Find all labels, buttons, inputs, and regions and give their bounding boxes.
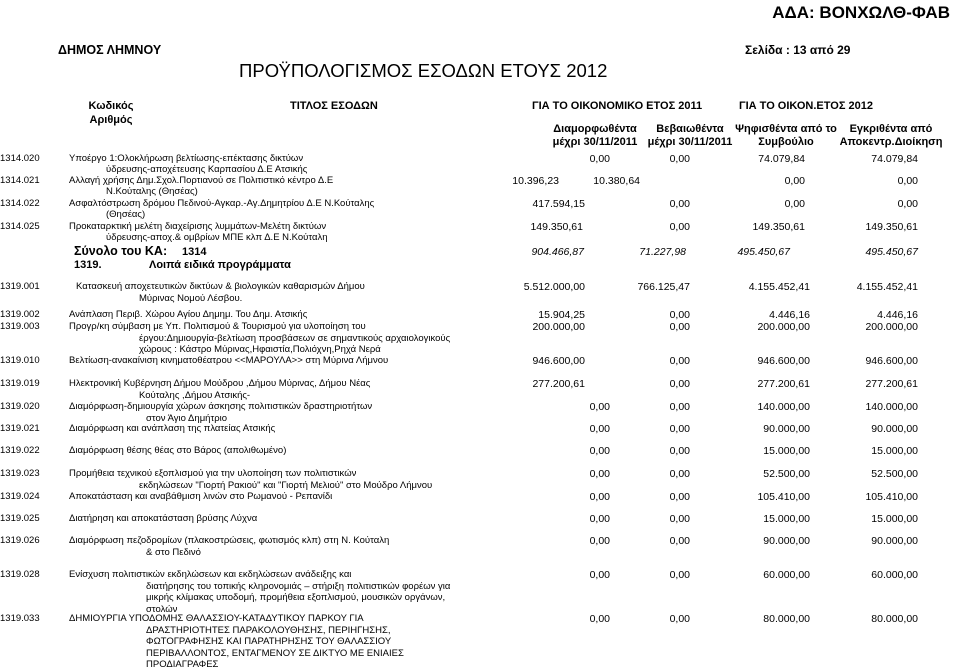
value-voted: 4.155.452,41 — [748, 281, 810, 293]
value-approved: 52.500,00 — [871, 468, 918, 480]
page-number: Σελίδα : 13 από 29 — [745, 43, 851, 57]
row-code: 1319.021 — [0, 423, 40, 434]
value-approved: 90.000,00 — [871, 423, 918, 435]
row-title: Ηλεκτρονική Κυβέρνηση Δήμου Μούδρου ,Δήμου Μύρινας, Δήμου Νέας — [69, 378, 371, 389]
value-confirmed: 0,00 — [669, 569, 690, 581]
row-title: Βελτίωση-ανακαίνιση κινηματοθέατρου <<ΜΑΡΟΥΛΑ>> στη Μύρινα Λήμνου — [69, 355, 389, 366]
row-title-cont: ΔΡΑΣΤΗΡΙΟΤΗΤΕΣ ΠΑΡΑΚΟΛΟΥΘΗΣΗΣ, ΠΕΡΙΗΓΗΣΗΣ, — [146, 624, 391, 636]
row-title: Διαμόρφωση πεζοδρομίων (πλακοστρώσεις, φωτισμός κλπ) στη Ν. Κούταλη — [69, 535, 390, 546]
value-confirmed: 0,00 — [669, 491, 690, 503]
value-confirmed: 0,00 — [669, 153, 690, 165]
row-title-cont: Ν.Κούταλης (Θησέας) — [106, 186, 198, 197]
page-title: ΠΡΟΫΠΟΛΟΓΙΣΜΟΣ ΕΣΟΔΩΝ ΕΤΟΥΣ 2012 — [239, 60, 608, 81]
value-confirmed: 0,00 — [669, 613, 690, 625]
value-confirmed: 0,00 — [669, 309, 690, 321]
value-voted: 946.600,00 — [757, 355, 810, 367]
row-code: 1319.025 — [0, 513, 40, 524]
row-title-cont: Κούταλης ,Δήμου Ατσικής- — [139, 389, 251, 401]
row-code: 1314.020 — [0, 153, 40, 164]
value-shaped: 417.594,15 — [532, 198, 585, 210]
row-title: Υποέργο 1:Ολοκλήρωση βελτίωσης-επέκτασης δικτύων — [69, 153, 304, 164]
row-title: Προγρ/κη σύμβαση με Υπ. Πολιτισμού & Τουρισμού για υλοποίηση του — [69, 321, 366, 332]
row-title-cont: ΠΡΟΔΙΑΓΡΑΦΕΣ — [146, 659, 219, 670]
value-shaped: 0,00 — [589, 569, 610, 581]
value-voted: 60.000,00 — [763, 569, 810, 581]
row-code: 1319.020 — [0, 401, 40, 412]
column-confirmed: Βεβαιωθέντα — [656, 123, 724, 135]
value-shaped: 0,00 — [589, 468, 610, 480]
value-confirmed: 0,00 — [669, 423, 690, 435]
row-title-cont: & στο Πεδινό — [146, 546, 201, 558]
value-shaped: 0,00 — [589, 513, 610, 525]
row-title-cont: μικρής κλίμακας υποδομή, προμήθεια εξοπλισμού, μουσικών οργάνων, — [146, 592, 446, 604]
row-title-cont: ΠΕΡΙΒΑΛΛΟΝΤΟΣ, ΕΝΤΑΓΜΕΝΟΥ ΣΕ ΔΙΚΤΥΟ ΜΕ ΕΝΙΑΙΕΣ — [146, 647, 404, 659]
row-title-cont: Μύρινας Νομού Λέσβου. — [139, 292, 243, 304]
value-voted: 0,00 — [784, 175, 805, 187]
value-shaped: 0,00 — [589, 423, 610, 435]
value-shaped: 0,00 — [589, 445, 610, 457]
value-voted: 15.000,00 — [763, 513, 810, 525]
value-confirmed: 0,00 — [669, 221, 690, 233]
row-code: 1314.021 — [0, 175, 40, 186]
value-voted: 277.200,61 — [757, 378, 810, 390]
value-confirmed: 766.125,47 — [637, 281, 690, 293]
value-approved: 4.155.452,41 — [856, 281, 918, 293]
value-voted: 105.410,00 — [757, 491, 810, 503]
value-voted: 80.000,00 — [763, 613, 810, 625]
value-voted: 200.000,00 — [757, 321, 810, 333]
row-title-cont: έργου:Δημιουργία-βελτίωση προσβάσεων σε σημαντικούς αρχαιολογικούς — [139, 332, 451, 344]
row-code: 1319.010 — [0, 355, 40, 366]
group-title: Λοιπά ειδικά προγράμματα — [149, 259, 291, 271]
row-title: Διαμόρφωση-δημιουργία χώρων άσκησης πολιτιστικών δραστηριοτήτων — [69, 401, 373, 412]
value-approved: 0,00 — [897, 198, 918, 210]
row-title: Προμήθεια τεχνικού εξοπλισμού για την υλοποίηση των πολιτιστικών — [69, 468, 357, 479]
value-confirmed: 0,00 — [669, 321, 690, 333]
row-code: 1319.019 — [0, 378, 40, 389]
value-approved: 149.350,61 — [865, 221, 918, 233]
value-shaped: 149.350,61 — [530, 221, 583, 233]
value-approved: 4.446,16 — [877, 309, 918, 321]
value-shaped: 946.600,00 — [532, 355, 585, 367]
value-approved: 60.000,00 — [871, 569, 918, 581]
value-approved: 277.200,61 — [865, 378, 918, 390]
ada-code: ΑΔΑ: ΒΟΝΧΩΛΘ-ΦΑΒ — [772, 3, 950, 22]
row-title: Διαμόρφωση θέσης θέας στο Βάρος (απολιθωμένο) — [69, 445, 287, 456]
column-number: Αριθμός — [89, 114, 133, 126]
value-confirmed: 0,00 — [669, 198, 690, 210]
row-title-cont: (Θησέας) — [106, 209, 146, 220]
value-confirmed: 0,00 — [669, 468, 690, 480]
municipality-name: ΔΗΜΟΣ ΛΗΜΝΟΥ — [58, 43, 162, 57]
column-fy2012: ΓΙΑ ΤΟ ΟΙΚΟΝ.ΕΤΟΣ 2012 — [739, 100, 873, 112]
column-shaped-date: μέχρι 30/11/2011 — [552, 136, 638, 148]
row-title-cont: ύδρευσης-αποχ.& ομβρίων ΜΠΕ κλπ Δ.Ε Ν.Κούταλη — [106, 232, 328, 243]
row-title-cont: διατήρησης του τοπικής κληρονομιάς – στήριξη πολιτιστικών φορέων για — [146, 580, 451, 592]
value-approved: 90.000,00 — [871, 535, 918, 547]
column-title: ΤΙΤΛΟΣ ΕΣΟΔΩΝ — [290, 100, 378, 112]
value-confirmed: 10.380,64 — [593, 175, 640, 187]
value-shaped: 0,00 — [589, 491, 610, 503]
total-code: 1314 — [182, 246, 207, 258]
total-confirmed: 71.227,98 — [639, 246, 686, 258]
row-code: 1319.024 — [0, 491, 40, 502]
value-confirmed: 0,00 — [669, 378, 690, 390]
row-title-cont: ύδρευσης-αποχέτευσης Καρπασίου Δ.Ε Ατσικής — [106, 164, 308, 175]
total-shaped: 904.466,87 — [531, 246, 584, 258]
row-code: 1319.028 — [0, 569, 40, 580]
row-title-cont: στολών — [146, 603, 178, 615]
value-confirmed: 0,00 — [669, 535, 690, 547]
value-shaped: 0,00 — [589, 401, 610, 413]
value-voted: 0,00 — [784, 198, 805, 210]
value-approved: 105.410,00 — [865, 491, 918, 503]
row-title-cont: ΦΩΤΟΓΡΑΦΗΣΗΣ ΚΑΙ ΠΑΡΑΤΗΡΗΣΗΣ ΤΟΥ ΘΑΛΑΣΣΙΟΥ — [146, 636, 392, 648]
value-shaped: 0,00 — [589, 535, 610, 547]
row-code: 1319.001 — [0, 281, 40, 292]
row-title: ΔΗΜΙΟΥΡΓΙΑ ΥΠΟΔΟΜΗΣ ΘΑΛΑΣΣΙΟΥ-ΚΑΤΑΔΥΤΙΚΟΥ ΠΑΡΚΟΥ ΓΙΑ — [69, 613, 364, 624]
column-code: Κωδικός — [88, 100, 134, 112]
value-confirmed: 0,00 — [669, 513, 690, 525]
value-approved: 0,00 — [897, 175, 918, 187]
value-confirmed: 0,00 — [669, 355, 690, 367]
row-code: 1319.002 — [0, 309, 40, 320]
value-approved: 15.000,00 — [871, 445, 918, 457]
value-voted: 90.000,00 — [763, 423, 810, 435]
column-shaped: Διαμορφωθέντα — [553, 123, 637, 135]
column-approved: Εγκριθέντα από — [849, 123, 933, 135]
column-approved-2: Αποκεντρ.Διοίκηση — [839, 136, 943, 148]
row-title: Ανάπλαση Περιβ. Χώρου Αγίου Δημημ. Του Δημ. Ατσικής — [69, 309, 308, 320]
total-label: Σύνολο του ΚΑ: — [74, 244, 168, 258]
value-approved: 74.079,84 — [871, 153, 918, 165]
row-code: 1314.025 — [0, 221, 40, 232]
row-title: Διατήρηση και αποκατάσταση βρύσης Λύχνα — [69, 513, 258, 524]
row-title: Κατασκευή αποχετευτικών δικτύων & βιολογικών καθαρισμών Δήμου — [76, 281, 365, 292]
row-title: Ασφαλτόστρωση δρόμου Πεδινού-Αγκαρ.-Αγ.Δημητρίου Δ.Ε Ν.Κούταλης — [69, 198, 375, 209]
value-shaped: 5.512.000,00 — [523, 281, 585, 293]
value-approved: 200.000,00 — [865, 321, 918, 333]
value-confirmed: 0,00 — [669, 445, 690, 457]
row-code: 1314.022 — [0, 198, 40, 209]
value-voted: 149.350,61 — [752, 221, 805, 233]
row-title: Ενίσχυση πολιτιστικών εκδηλώσεων και εκδηλώσεων ανάδειξης και — [69, 569, 352, 580]
value-shaped: 200.000,00 — [532, 321, 585, 333]
value-voted: 52.500,00 — [763, 468, 810, 480]
value-shaped: 277.200,61 — [532, 378, 585, 390]
column-confirmed-date: μέχρι 30/11/2011 — [647, 136, 733, 148]
row-code: 1319.023 — [0, 468, 40, 479]
column-voted-2: Συμβούλιο — [758, 136, 814, 148]
row-title-cont: εκδηλώσεων "Γιορτή Ρακιού" και "Γιορτή Μελιού" στο Μούδρο Λήμνου — [139, 479, 433, 491]
value-shaped: 0,00 — [589, 613, 610, 625]
row-code: 1319.022 — [0, 445, 40, 456]
value-voted: 15.000,00 — [763, 445, 810, 457]
row-title: Προκαταρκτική μελέτη διαχείρισης λυμμάτων-Μελέτη δικτύων — [69, 221, 327, 232]
row-title-cont: χώρους : Κάστρο Μύρινας,Ηφαιστία,Πολιόχνη,Ρηχά Νερά — [139, 344, 381, 356]
value-shaped: 15.904,25 — [538, 309, 585, 321]
value-shaped: 10.396,23 — [512, 175, 559, 187]
value-voted: 90.000,00 — [763, 535, 810, 547]
column-fy2011: ΓΙΑ ΤΟ ΟΙΚΟΝΟΜΙΚΟ ΕΤΟΣ 2011 — [532, 100, 703, 112]
row-code: 1319.033 — [0, 613, 40, 624]
value-approved: 140.000,00 — [865, 401, 918, 413]
value-shaped: 0,00 — [589, 153, 610, 165]
column-voted: Ψηφισθέντα από το — [735, 123, 837, 135]
total-approved: 495.450,67 — [865, 246, 918, 258]
row-title: Αποκατάσταση και αναβάθμιση λινών στο Ρωμανού - Ρεπανίδι — [69, 491, 333, 502]
row-title-cont: στον Άγιο Δημήτριο — [146, 412, 227, 424]
row-code: 1319.003 — [0, 321, 40, 332]
row-title: Διαμόρφωση και ανάπλαση της πλατείας Ατσικής — [69, 423, 276, 434]
row-code: 1319.026 — [0, 535, 40, 546]
value-voted: 140.000,00 — [757, 401, 810, 413]
value-approved: 15.000,00 — [871, 513, 918, 525]
value-voted: 74.079,84 — [758, 153, 805, 165]
group-code: 1319. — [74, 259, 102, 271]
value-voted: 4.446,16 — [769, 309, 810, 321]
row-title: Αλλαγή χρήσης Δημ.Σχολ.Πορτιανού σε Πολιτιστικό κέντρο Δ.Ε — [69, 175, 334, 186]
value-approved: 80.000,00 — [871, 613, 918, 625]
value-confirmed: 0,00 — [669, 401, 690, 413]
total-voted: 495.450,67 — [737, 246, 790, 258]
value-approved: 946.600,00 — [865, 355, 918, 367]
